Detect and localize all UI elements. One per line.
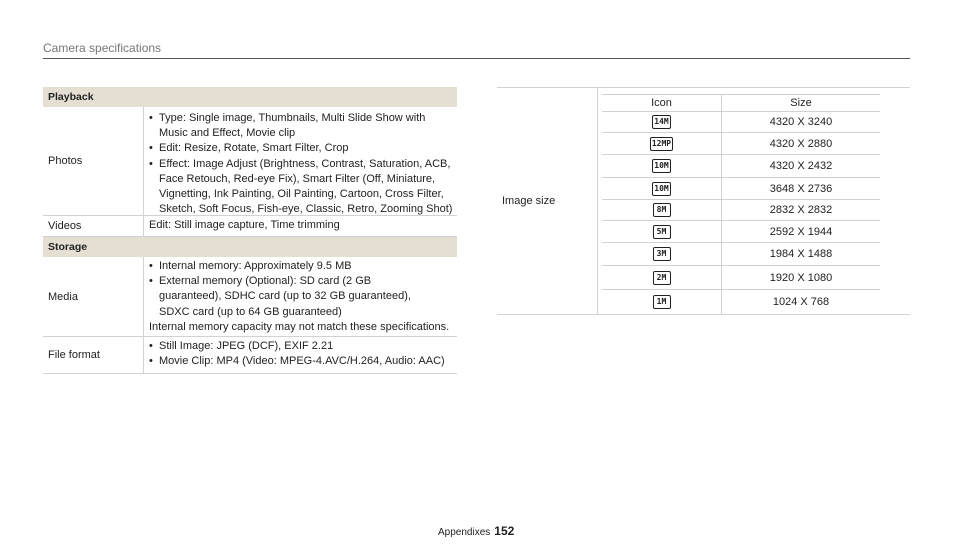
table-header-row: [602, 94, 880, 112]
spec-label-videos: Videos: [43, 216, 144, 236]
table-row: [602, 155, 880, 178]
cell-icon: [602, 133, 722, 154]
spec-label-media: Media: [43, 257, 144, 336]
spec-value-photos: [144, 107, 457, 215]
spec-value-file-format: [144, 337, 449, 373]
spec-row-videos: [43, 216, 457, 237]
cell-size: 2832 X 2832: [769, 204, 833, 216]
spec-row-file-format: [43, 337, 457, 374]
cell-icon: [602, 243, 722, 265]
spec-value-videos: Edit: Still image capture, Time trimming: [149, 219, 340, 231]
resolution-2m-icon: 2M: [653, 271, 671, 285]
cell-icon: [602, 200, 722, 220]
column-header-size: Size: [790, 97, 812, 109]
spec-row-photos: [43, 107, 457, 216]
resolution-10m-icon: 10M: [652, 182, 670, 196]
spec-label-photos: Photos: [43, 107, 144, 215]
list-item: • External memory (Optional): SD card (2 GB guaranteed), SDHC card (up to 32 GB guaranteed), SDXC card (up to 64 GB guaranteed): [149, 274, 453, 320]
table-row: [602, 243, 880, 266]
list-item: • Still Image: JPEG (DCF), EXIF 2.21: [149, 339, 445, 354]
resolution-8m-icon: 8M: [653, 203, 671, 217]
section-heading-playback: Playback: [43, 87, 457, 107]
cell-icon: [602, 178, 722, 199]
cell-size: 4320 X 2880: [769, 137, 833, 150]
table-row: [602, 290, 880, 315]
list-item: • Type: Single image, Thumbnails, Multi Slide Show with Music and Effect, Movie clip: [149, 111, 453, 141]
table-row: [602, 178, 880, 200]
table-row: [602, 112, 880, 133]
table-row: [602, 133, 880, 155]
cell-size: 2592 X 1944: [769, 225, 833, 238]
cell-size: 3648 X 2736: [769, 182, 833, 195]
cell-size: 1024 X 768: [772, 296, 830, 308]
column-header-icon: Icon: [602, 95, 722, 111]
table-row: [602, 221, 880, 243]
list-item: • Internal memory: Approximately 9.5 MB: [149, 259, 453, 274]
spec-label-image-size: Image size: [497, 88, 598, 314]
cell-size: 1984 X 1488: [769, 248, 833, 260]
spec-table-left: [43, 87, 457, 374]
section-heading-storage: Storage: [43, 237, 457, 257]
image-size-table: [602, 94, 880, 314]
resolution-10m-wide-icon: 10M: [652, 159, 670, 173]
page-footer: [438, 524, 514, 538]
spec-row-media: [43, 257, 457, 337]
resolution-5m-icon: 5M: [653, 225, 671, 239]
header-divider: [43, 58, 910, 59]
cell-icon: [602, 155, 722, 177]
storage-note: Internal memory capacity may not match these specifications.: [149, 320, 450, 333]
footer-section-label: Appendixes: [438, 527, 491, 538]
spec-label-file-format: File format: [43, 337, 144, 373]
resolution-1m-icon: 1M: [653, 295, 671, 309]
list-item: • Movie Clip: MP4 (Video: MPEG-4.AVC/H.264, Audio: AAC): [149, 354, 445, 369]
table-row: [602, 266, 880, 290]
cell-size: 4320 X 2432: [769, 160, 833, 172]
resolution-14m-icon: 14M: [652, 115, 670, 129]
resolution-12mp-icon: 12MP: [650, 137, 673, 151]
cell-icon: [602, 112, 722, 132]
list-item: • Effect: Image Adjust (Brightness, Contrast, Saturation, ACB, Face Retouch, Red-eye Fix), Smart Filter (Off, Miniature, Vignetting, Ink Painting, Oil Painting, Cartoon, Cross Filter, Sketch, Soft Focus, Fish-eye, Classic, Retro, Zooming Shot): [149, 157, 453, 218]
cell-size: 1920 X 1080: [769, 271, 833, 284]
cell-icon: [602, 266, 722, 289]
table-row: [602, 200, 880, 221]
page-header-title: Camera specifications: [43, 41, 162, 55]
spec-table-right: [497, 87, 910, 315]
resolution-3m-icon: 3M: [653, 247, 671, 261]
spec-value-media: [144, 257, 457, 336]
cell-size: 4320 X 3240: [769, 116, 833, 128]
cell-icon: [602, 221, 722, 242]
list-item: • Edit: Resize, Rotate, Smart Filter, Crop: [149, 141, 453, 156]
page-number: 152: [494, 524, 515, 538]
cell-icon: [602, 290, 722, 314]
